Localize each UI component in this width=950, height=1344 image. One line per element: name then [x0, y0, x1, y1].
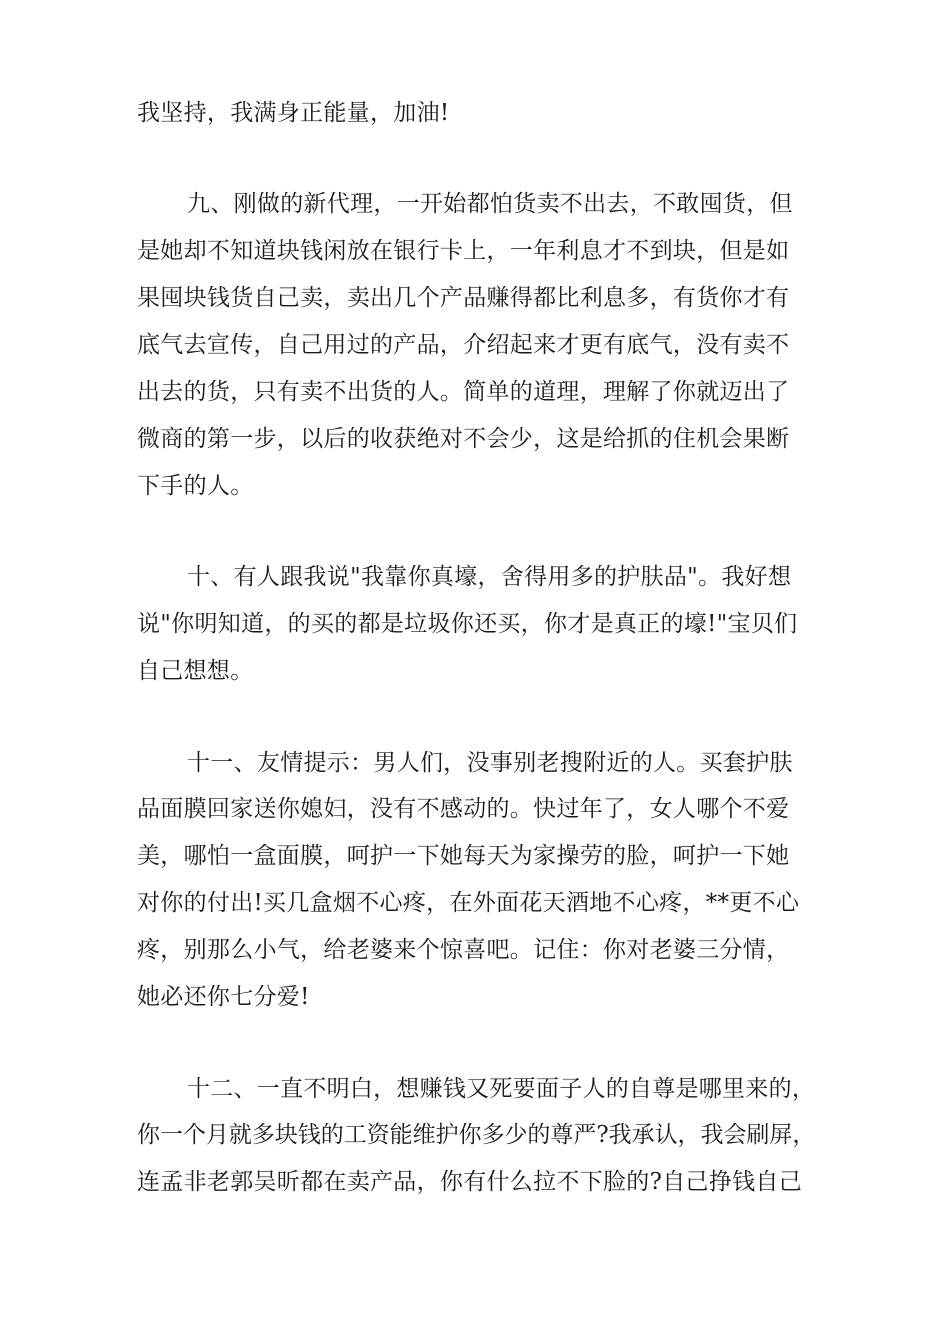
paragraph-12-line-3: 连孟非老郭吴昕都在卖产品，你有什么拉不下脸的?自己挣钱自己	[137, 1169, 803, 1195]
paragraph-0-line-1: 我坚持，我满身正能量，加油!	[137, 100, 450, 126]
paragraph-11-line-4: 对你的付出!买几盒烟不心疼，在外面花天酒地不心疼，**更不心	[137, 890, 800, 916]
paragraph-10-line-2: 说"你明知道，的买的都是垃圾你还买，你才是真正的壕!"宝贝们	[137, 611, 798, 637]
paragraph-10-line-1: 十、有人跟我说"我靠你真壕，舍得用多的护肤品"。我好想	[187, 564, 792, 590]
paragraph-9-line-6: 微商的第一步，以后的收获绝对不会少，这是给抓的住机会果断	[137, 426, 790, 452]
paragraph-9-line-1: 九、刚做的新代理，一开始都怕货卖不出去，不敢囤货，但	[187, 191, 793, 217]
paragraph-11-line-1: 十一、友情提示：男人们，没事别老搜附近的人。买套护肤	[187, 750, 793, 776]
paragraph-12-line-1: 十二、一直不明白，想赚钱又死要面子人的自尊是哪里来的，	[187, 1076, 816, 1102]
paragraph-9-line-7: 下手的人。	[137, 473, 254, 499]
paragraph-12-line-2: 你一个月就多块钱的工资能维护你多少的尊严?我承认，我会刷屏，	[137, 1122, 816, 1148]
paragraph-9-line-2: 是她却不知道块钱闲放在银行卡上，一年利息才不到块，但是如	[137, 238, 790, 264]
paragraph-10-line-3: 自己想想。	[137, 658, 254, 684]
paragraph-9-line-5: 出去的货，只有卖不出货的人。简单的道理，理解了你就迈出了	[137, 379, 790, 405]
paragraph-11-line-5: 疼，别那么小气，给老婆来个惊喜吧。记住：你对老婆三分情，	[137, 937, 790, 963]
paragraph-11-line-3: 美，哪怕一盒面膜，呵护一下她每天为家操劳的脸，呵护一下她	[137, 843, 790, 869]
paragraph-11-line-6: 她必还你七分爱!	[137, 984, 310, 1010]
paragraph-9-line-3: 果囤块钱货自己卖，卖出几个产品赚得都比利息多，有货你才有	[137, 285, 790, 311]
paragraph-11-line-2: 品面膜回家送你媳妇，没有不感动的。快过年了，女人哪个不爱	[137, 796, 790, 822]
paragraph-9-line-4: 底气去宣传，自己用过的产品，介绍起来才更有底气，没有卖不	[137, 332, 790, 358]
